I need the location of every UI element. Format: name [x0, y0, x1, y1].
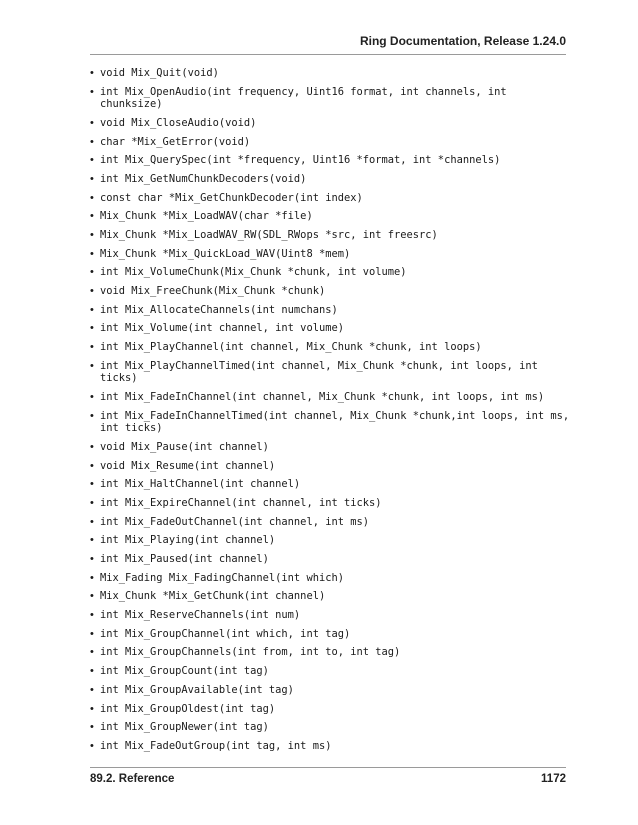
function-signature: int Mix_FadeOutChannel(int channel, int ms)	[100, 515, 369, 528]
function-signature: int Mix_Playing(int channel)	[100, 534, 276, 547]
bullet-icon: •	[90, 229, 94, 241]
bullet-icon: •	[90, 627, 94, 640]
function-signature: Mix_Chunk *Mix_GetChunk(int channel)	[100, 590, 326, 603]
function-signature: void Mix_FreeChunk(Mix_Chunk *chunk)	[100, 285, 326, 298]
function-signature: int Mix_GroupCount(int tag)	[100, 665, 269, 678]
list-item	[90, 360, 570, 385]
bullet-icon: •	[90, 478, 94, 491]
bullet-icon: •	[90, 739, 94, 752]
bullet-icon: •	[90, 67, 94, 79]
bullet-icon: •	[90, 210, 94, 223]
function-signature: int Mix_AllocateChannels(int numchans)	[100, 303, 338, 316]
list-item	[90, 117, 570, 130]
bullet-icon: •	[90, 391, 94, 403]
bullet-icon: •	[90, 646, 94, 659]
function-signature: int Mix_HaltChannel(int channel)	[100, 478, 301, 491]
list-item	[90, 391, 570, 404]
bullet-icon: •	[90, 85, 94, 98]
list-item	[90, 609, 570, 622]
footer-divider	[90, 767, 566, 768]
function-signature: void Mix_CloseAudio(void)	[100, 116, 257, 129]
bullet-icon: •	[90, 459, 94, 472]
list-item	[90, 684, 570, 697]
page-header-title: Ring Documentation, Release 1.24.0	[359, 34, 566, 48]
list-item	[90, 304, 570, 317]
list-item	[90, 192, 570, 205]
list-item	[90, 266, 570, 279]
footer-page-number: 1172	[541, 773, 566, 785]
bullet-icon: •	[90, 191, 94, 204]
list-item	[90, 173, 570, 186]
bullet-icon: •	[90, 496, 94, 509]
list-item	[90, 497, 570, 510]
function-signature: int Mix_GroupNewer(int tag)	[100, 721, 269, 734]
function-signature: int Mix_GroupChannels(int from, int to, int tag)	[100, 646, 401, 659]
list-item	[90, 410, 570, 435]
list-item	[90, 703, 570, 716]
function-signature: int Mix_Paused(int channel)	[100, 553, 269, 565]
bullet-icon: •	[90, 154, 94, 167]
bullet-icon: •	[90, 683, 94, 696]
footer-section-title: 89.2. Reference	[90, 773, 175, 785]
list-item	[90, 553, 570, 566]
function-signature: void Mix_Quit(void)	[100, 67, 219, 79]
function-signature: int Mix_ReserveChannels(int num)	[100, 609, 301, 622]
list-item	[90, 460, 570, 473]
function-signature: int Mix_FadeInChannelTimed(int channel, Mix_Chunk *chunk,int loops, int ms, int ticks)	[100, 409, 570, 435]
list-item	[90, 721, 570, 734]
list-item	[90, 341, 570, 354]
list-item	[90, 67, 570, 80]
list-item	[90, 516, 570, 529]
function-signature: int Mix_GetNumChunkDecoders(void)	[100, 172, 307, 185]
function-signature: int Mix_Volume(int channel, int volume)	[100, 322, 344, 335]
function-list	[90, 67, 570, 759]
function-signature: Mix_Chunk *Mix_QuickLoad_WAV(Uint8 *mem)	[100, 247, 351, 260]
bullet-icon: •	[90, 135, 94, 148]
list-item	[90, 441, 570, 454]
function-signature: const char *Mix_GetChunkDecoder(int index)	[100, 191, 363, 204]
function-signature: Mix_Chunk *Mix_LoadWAV_RW(SDL_RWops *src, int freesrc)	[100, 229, 438, 241]
list-item	[90, 285, 570, 298]
function-signature: int Mix_GroupAvailable(int tag)	[100, 683, 294, 696]
function-signature: int Mix_PlayChannelTimed(int channel, Mix_Chunk *chunk, int loops, int ticks)	[100, 359, 538, 385]
function-signature: int Mix_PlayChannel(int channel, Mix_Chunk *chunk, int loops)	[100, 341, 482, 354]
list-item	[90, 322, 570, 335]
function-signature: int Mix_GroupOldest(int tag)	[100, 702, 276, 715]
bullet-icon: •	[90, 285, 94, 298]
list-item	[90, 534, 570, 547]
bullet-icon: •	[90, 721, 94, 734]
list-item	[90, 248, 570, 261]
bullet-icon: •	[90, 341, 94, 354]
bullet-icon: •	[90, 359, 94, 372]
list-item	[90, 154, 570, 167]
bullet-icon: •	[90, 247, 94, 260]
bullet-icon: •	[90, 172, 94, 185]
bullet-icon: •	[90, 409, 94, 422]
list-item	[90, 86, 570, 111]
list-item	[90, 665, 570, 678]
function-signature: int Mix_OpenAudio(int frequency, Uint16 format, int channels, int chunksize)	[100, 85, 507, 111]
bullet-icon: •	[90, 266, 94, 279]
function-signature: void Mix_Resume(int channel)	[100, 459, 276, 472]
bullet-icon: •	[90, 534, 94, 547]
list-item	[90, 136, 570, 149]
function-signature: int Mix_ExpireChannel(int channel, int ticks)	[100, 496, 382, 509]
list-item	[90, 740, 570, 753]
list-item	[90, 210, 570, 223]
bullet-icon: •	[90, 440, 94, 453]
function-signature: void Mix_Pause(int channel)	[100, 440, 269, 453]
bullet-icon: •	[90, 590, 94, 603]
header-divider	[90, 54, 566, 55]
function-signature: char *Mix_GetError(void)	[100, 135, 251, 148]
bullet-icon: •	[90, 609, 94, 622]
bullet-icon: •	[90, 702, 94, 715]
list-item	[90, 572, 570, 585]
list-item	[90, 628, 570, 641]
function-signature: int Mix_GroupChannel(int which, int tag)	[100, 627, 351, 640]
function-signature: int Mix_QuerySpec(int *frequency, Uint16 *format, int *channels)	[100, 154, 501, 167]
function-signature: int Mix_FadeOutGroup(int tag, int ms)	[100, 739, 332, 752]
bullet-icon: •	[90, 515, 94, 528]
function-signature: Mix_Fading Mix_FadingChannel(int which)	[100, 571, 344, 584]
list-item	[90, 590, 570, 603]
function-signature: Mix_Chunk *Mix_LoadWAV(char *file)	[100, 210, 313, 223]
bullet-icon: •	[90, 322, 94, 335]
list-item	[90, 229, 570, 242]
function-signature: int Mix_VolumeChunk(Mix_Chunk *chunk, int volume)	[100, 266, 407, 279]
bullet-icon: •	[90, 665, 94, 678]
bullet-icon: •	[90, 553, 94, 565]
function-signature: int Mix_FadeInChannel(int channel, Mix_Chunk *chunk, int loops, int ms)	[100, 391, 545, 403]
bullet-icon: •	[90, 303, 94, 316]
bullet-icon: •	[90, 116, 94, 129]
list-item	[90, 478, 570, 491]
bullet-icon: •	[90, 571, 94, 584]
list-item	[90, 646, 570, 659]
